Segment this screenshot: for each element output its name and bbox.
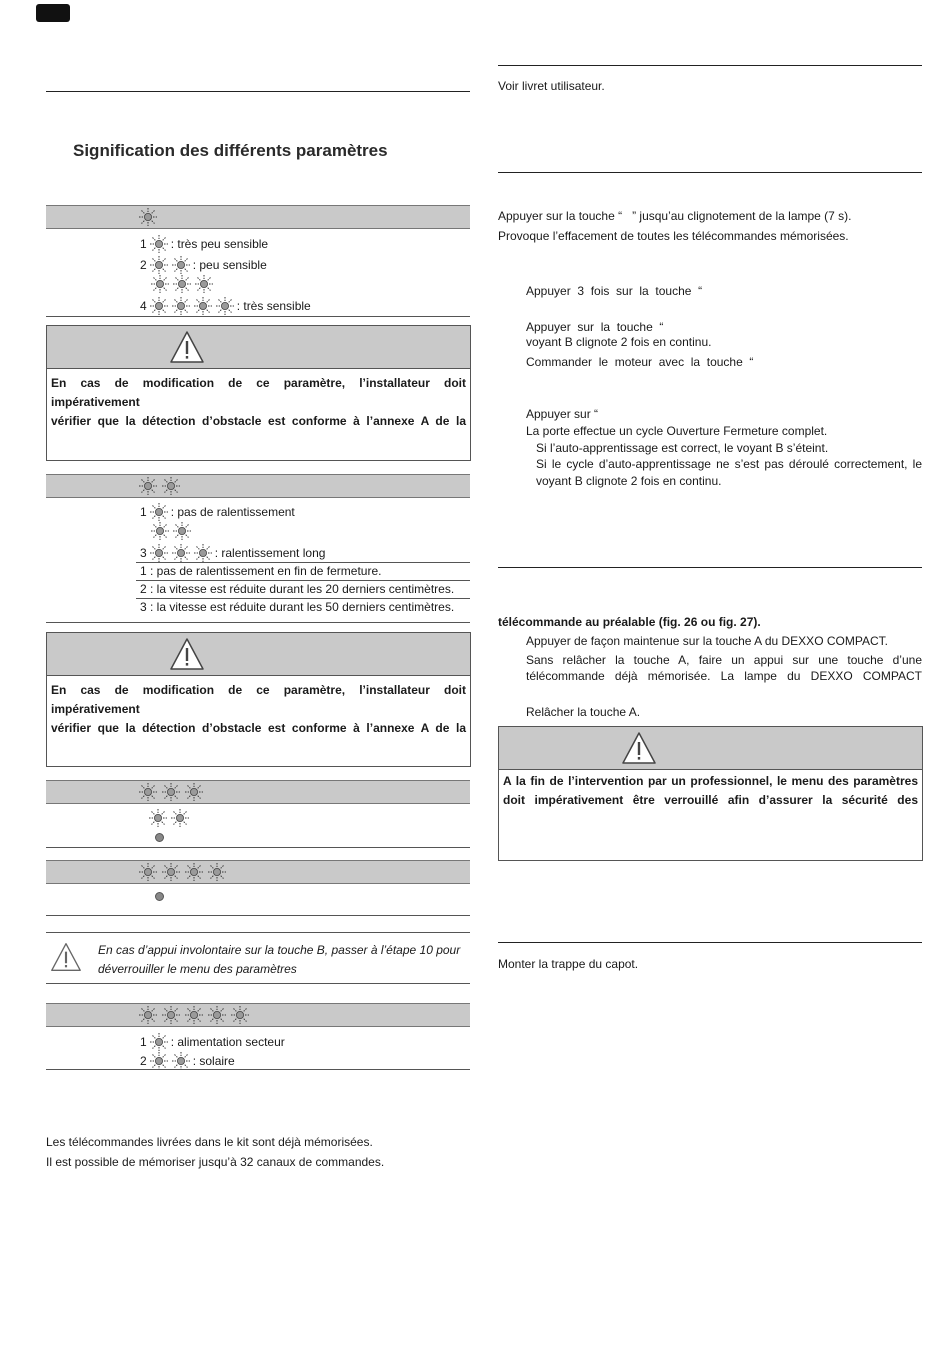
led-blink-icon: [149, 1032, 169, 1052]
param-option: 4 : très sensible: [140, 296, 311, 316]
led-blink-icon: [184, 862, 204, 882]
param-option: 1 : pas de ralentissement: [140, 502, 295, 522]
led-blink-icon: [138, 207, 158, 227]
led-blink-icon: [149, 296, 169, 316]
led-blink-icon: [215, 296, 235, 316]
section-title: Signification des différents paramètres: [73, 141, 388, 160]
led-blink-icon: [194, 274, 214, 294]
param-header-5: [46, 1003, 470, 1027]
warning-icon: [169, 636, 205, 677]
led-blink-icon: [170, 808, 190, 828]
param-option: [150, 521, 192, 541]
page-tab-marker: [36, 4, 70, 22]
param-header-1: [46, 205, 470, 229]
body-text: Il est possible de mémoriser jusqu’à 32 canaux de commandes.: [46, 1155, 385, 1169]
led-blink-icon: [138, 782, 158, 802]
warning-line: doit impérativement être verrouillé afin d’assurer la sécurité des: [503, 793, 918, 807]
led-blink-icon: [138, 782, 204, 802]
param-option: 1 : très peu sensible: [140, 234, 268, 254]
led-blink-icon: [171, 1051, 191, 1071]
param-option: 3 : ralentissement long: [140, 543, 325, 563]
warning-line: En cas de modification de ce paramètre, l’installateur doit impérativement: [51, 683, 466, 716]
led-blink-icon: [138, 862, 227, 882]
warning-box: [498, 726, 923, 861]
divider: [46, 91, 470, 92]
led-blink-icon: [172, 521, 192, 541]
divider: [498, 65, 922, 66]
sub-option: 3 : la vitesse est réduite durant les 50 derniers centimètres.: [140, 600, 455, 614]
divider: [46, 847, 470, 848]
step-text: Sans relâcher la touche A, faire un appui sur une touche d’une: [526, 653, 922, 667]
led-blink-icon: [171, 296, 191, 316]
warning-box: [46, 632, 471, 767]
led-blink-icon: [138, 207, 158, 227]
divider: [46, 622, 470, 623]
led-blink-icon: [150, 521, 170, 541]
step-text: télécommande déjà mémorisée. La lampe du DEXXO COMPACT: [526, 669, 922, 683]
warning-icon: [50, 941, 82, 978]
body-text: Provoque l’effacement de toutes les télécommandes mémorisées.: [498, 229, 849, 243]
led-blink-icon: [138, 476, 158, 496]
led-blink-icon: [150, 274, 170, 294]
step-text: Appuyer sur la touche “: [526, 320, 664, 334]
led-blink-icon: [171, 255, 191, 275]
step-text: Relâcher la touche A.: [526, 705, 641, 719]
led-blink-icon: [149, 1051, 169, 1071]
step-text: La porte effectue un cycle Ouverture Fermeture complet.: [526, 424, 828, 438]
warning-icon: [169, 329, 205, 370]
led-blink-icon: [149, 234, 169, 254]
warning-line: A la fin de l’intervention par un professionnel, le menu des paramètres: [503, 774, 918, 788]
led-blink-icon: [193, 296, 213, 316]
led-blink-icon: [193, 543, 213, 563]
divider: [498, 172, 922, 173]
led-blink-icon: [161, 782, 181, 802]
param-option: [150, 274, 214, 294]
step-text: Commander le moteur avec la touche “: [526, 355, 754, 369]
step-text: voyant B clignote 2 fois en continu.: [526, 335, 712, 349]
led-blink-icon: [161, 1005, 181, 1025]
divider: [46, 1069, 470, 1070]
divider: [498, 942, 922, 943]
led-blink-icon: [138, 476, 181, 496]
divider: [46, 316, 470, 317]
sub-option: 1 : pas de ralentissement en fin de fermeture.: [140, 564, 382, 578]
divider: [498, 567, 922, 568]
warning-line: En cas de modification de ce paramètre, l’installateur doit impérativement: [51, 376, 466, 409]
warning-icon: [621, 730, 657, 771]
param-option: 1 : alimentation secteur: [140, 1032, 285, 1052]
led-blink-icon: [161, 476, 181, 496]
divider: [46, 932, 470, 933]
step-text: Appuyer sur “: [526, 407, 599, 421]
led-blink-icon: [207, 1005, 227, 1025]
step-text: Si l’auto-apprentissage est correct, le voyant B s’éteint.: [536, 441, 829, 455]
led-blink-icon: [184, 782, 204, 802]
step-text: voyant B clignote 2 fois en continu.: [536, 474, 722, 488]
led-blink-icon: [230, 1005, 250, 1025]
warning-line: vérifier que la détection d’obstacle est conforme à l’annexe A de la: [51, 414, 466, 428]
warning-box: [46, 325, 471, 461]
body-text: Appuyer sur la touche “ ” jusqu’au clignotement de la lampe (7 s).: [498, 209, 852, 223]
led-off-icon: [155, 833, 164, 842]
param-header-3: [46, 780, 470, 804]
sub-option: 2 : la vitesse est réduite durant les 20 derniers centimètres.: [140, 582, 455, 596]
led-blink-icon: [171, 543, 191, 563]
body-text: télécommande au préalable (fig. 26 ou fig. 27).: [498, 615, 761, 629]
param-option: 2 : peu sensible: [140, 255, 267, 275]
divider: [46, 983, 470, 984]
step-text: Appuyer de façon maintenue sur la touche A du DEXXO COMPACT.: [526, 634, 888, 648]
led-blink-icon: [138, 1005, 250, 1025]
led-blink-icon: [138, 1005, 158, 1025]
led-blink-icon: [149, 543, 169, 563]
led-blink-icon: [149, 502, 169, 522]
led-blink-icon: [148, 808, 168, 828]
led-off-icon: [155, 892, 164, 901]
body-text: Les télécommandes livrées dans le kit sont déjà mémorisées.: [46, 1135, 373, 1149]
param-option: 2 : solaire: [140, 1051, 235, 1071]
led-blink-icon: [184, 1005, 204, 1025]
body-text: Voir livret utilisateur.: [498, 79, 605, 93]
param-header-4: [46, 860, 470, 884]
led-blink-icon: [149, 255, 169, 275]
note-line: En cas d’appui involontaire sur la touche B, passer à l’étape 10 pour: [98, 943, 461, 957]
param-option: [148, 808, 190, 828]
led-blink-icon: [138, 862, 158, 882]
body-text: Monter la trappe du capot.: [498, 957, 639, 971]
divider: [46, 915, 470, 916]
param-header-2: [46, 474, 470, 498]
led-blink-icon: [161, 862, 181, 882]
led-blink-icon: [172, 274, 192, 294]
warning-line: vérifier que la détection d’obstacle est conforme à l’annexe A de la: [51, 721, 466, 735]
note-line: déverrouiller le menu des paramètres: [98, 962, 297, 976]
step-text: Appuyer 3 fois sur la touche “: [526, 284, 703, 298]
step-text: Si le cycle d’auto-apprentissage ne s’est pas déroulé correctement, le: [536, 457, 922, 471]
led-blink-icon: [207, 862, 227, 882]
